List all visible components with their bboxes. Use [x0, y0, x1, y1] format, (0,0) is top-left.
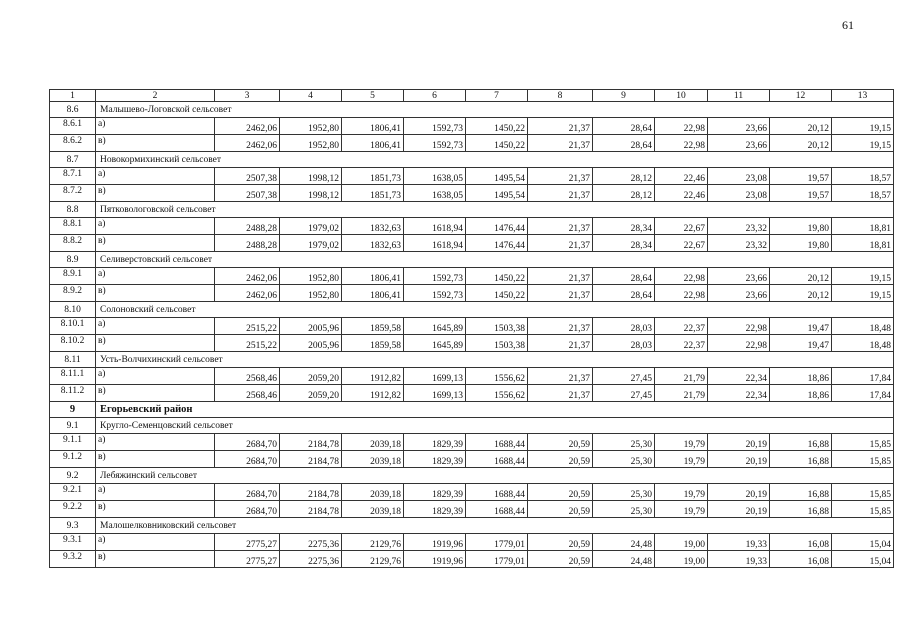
- section-code: 9.3: [50, 518, 96, 534]
- value-cell: 1645,89: [404, 335, 466, 352]
- value-cell: 18,81: [832, 218, 894, 235]
- value-cell: 1952,80: [280, 118, 342, 135]
- district-row: [50, 402, 894, 418]
- value-cell: 22,98: [655, 285, 708, 302]
- value-cell: 1806,41: [342, 135, 404, 152]
- table-row: [50, 434, 894, 451]
- row-label: а): [96, 534, 215, 551]
- section-row: [50, 202, 894, 218]
- value-cell: 1450,22: [466, 118, 528, 135]
- value-cell: 2684,70: [215, 434, 280, 451]
- value-cell: 20,12: [770, 268, 832, 285]
- value-cell: 28,64: [593, 118, 655, 135]
- value-cell: 1829,39: [404, 451, 466, 468]
- value-cell: 2039,18: [342, 484, 404, 501]
- value-cell: 23,66: [708, 285, 770, 302]
- value-cell: 2005,96: [280, 335, 342, 352]
- value-cell: 1859,58: [342, 318, 404, 335]
- value-cell: 2462,06: [215, 268, 280, 285]
- column-header: 6: [404, 90, 466, 102]
- column-header: 10: [655, 90, 708, 102]
- value-cell: 21,37: [528, 368, 593, 385]
- value-cell: 1851,73: [342, 185, 404, 202]
- value-cell: 2488,28: [215, 235, 280, 252]
- value-cell: 1912,82: [342, 368, 404, 385]
- value-cell: 1979,02: [280, 235, 342, 252]
- table-row: [50, 484, 894, 501]
- value-cell: 20,12: [770, 135, 832, 152]
- value-cell: 19,15: [832, 285, 894, 302]
- value-cell: 1912,82: [342, 385, 404, 402]
- value-cell: 22,37: [655, 318, 708, 335]
- value-cell: 19,33: [708, 551, 770, 568]
- page-number: 61: [842, 18, 854, 32]
- table-row: [50, 235, 894, 252]
- value-cell: 1699,13: [404, 368, 466, 385]
- column-header: 13: [832, 90, 894, 102]
- value-cell: 23,66: [708, 118, 770, 135]
- value-cell: 2059,20: [280, 385, 342, 402]
- section-row: [50, 302, 894, 318]
- value-cell: 21,37: [528, 118, 593, 135]
- value-cell: 20,59: [528, 451, 593, 468]
- value-cell: 21,37: [528, 235, 593, 252]
- section-name: Лебяжинский сельсовет: [96, 468, 894, 484]
- value-cell: 16,88: [770, 434, 832, 451]
- row-label: в): [96, 451, 215, 468]
- row-code: 8.8.1: [50, 218, 96, 235]
- row-label: а): [96, 434, 215, 451]
- value-cell: 1638,05: [404, 185, 466, 202]
- section-name: Малошелковниковский сельсовет: [96, 518, 894, 534]
- value-cell: 22,98: [708, 335, 770, 352]
- value-cell: 2184,78: [280, 434, 342, 451]
- value-cell: 2515,22: [215, 318, 280, 335]
- table-row: [50, 285, 894, 302]
- value-cell: 1592,73: [404, 135, 466, 152]
- value-cell: 2462,06: [215, 118, 280, 135]
- table-row: [50, 268, 894, 285]
- section-name: Пятковологовской сельсовет: [96, 202, 894, 218]
- value-cell: 2039,18: [342, 501, 404, 518]
- value-cell: 21,37: [528, 335, 593, 352]
- value-cell: 22,98: [655, 135, 708, 152]
- table-row: [50, 534, 894, 551]
- value-cell: 1832,63: [342, 218, 404, 235]
- section-row: [50, 518, 894, 534]
- section-code: 9.1: [50, 418, 96, 434]
- value-cell: 18,81: [832, 235, 894, 252]
- value-cell: 1919,96: [404, 534, 466, 551]
- value-cell: 28,03: [593, 318, 655, 335]
- value-cell: 22,67: [655, 218, 708, 235]
- section-name: Малышево-Логовской сельсовет: [96, 102, 894, 118]
- value-cell: 27,45: [593, 385, 655, 402]
- section-code: 9: [50, 402, 96, 418]
- section-row: [50, 252, 894, 268]
- value-cell: 1952,80: [280, 285, 342, 302]
- value-cell: 20,59: [528, 434, 593, 451]
- value-cell: 15,85: [832, 501, 894, 518]
- value-cell: 18,48: [832, 318, 894, 335]
- value-cell: 2275,36: [280, 534, 342, 551]
- value-cell: 19,80: [770, 218, 832, 235]
- value-cell: 1495,54: [466, 185, 528, 202]
- value-cell: 23,08: [708, 185, 770, 202]
- value-cell: 2488,28: [215, 218, 280, 235]
- value-cell: 1829,39: [404, 434, 466, 451]
- value-cell: 1952,80: [280, 135, 342, 152]
- value-cell: 17,84: [832, 368, 894, 385]
- value-cell: 2515,22: [215, 335, 280, 352]
- value-cell: 1618,94: [404, 218, 466, 235]
- value-cell: 2775,27: [215, 534, 280, 551]
- table-row: [50, 335, 894, 352]
- table-row: [50, 501, 894, 518]
- value-cell: 18,86: [770, 385, 832, 402]
- value-cell: 1556,62: [466, 368, 528, 385]
- section-name: Усть-Волчихинский сельсовет: [96, 352, 894, 368]
- value-cell: 20,12: [770, 118, 832, 135]
- value-cell: 28,34: [593, 235, 655, 252]
- row-label: а): [96, 218, 215, 235]
- value-cell: 22,34: [708, 385, 770, 402]
- value-cell: 19,15: [832, 118, 894, 135]
- value-cell: 1688,44: [466, 451, 528, 468]
- value-cell: 20,59: [528, 551, 593, 568]
- value-cell: 21,37: [528, 385, 593, 402]
- value-cell: 19,47: [770, 318, 832, 335]
- value-cell: 1806,41: [342, 285, 404, 302]
- value-cell: 22,67: [655, 235, 708, 252]
- row-code: 9.1.1: [50, 434, 96, 451]
- value-cell: 25,30: [593, 451, 655, 468]
- value-cell: 1829,39: [404, 484, 466, 501]
- tariff-table: [49, 89, 894, 568]
- table-row: [50, 368, 894, 385]
- table-row: [50, 118, 894, 135]
- value-cell: 16,08: [770, 551, 832, 568]
- value-cell: 2462,06: [215, 285, 280, 302]
- table-row: [50, 168, 894, 185]
- column-header: 4: [280, 90, 342, 102]
- table-row: [50, 185, 894, 202]
- value-cell: 1450,22: [466, 285, 528, 302]
- table-body: [50, 90, 894, 568]
- section-name: Кругло-Семенцовский сельсовет: [96, 418, 894, 434]
- value-cell: 1495,54: [466, 168, 528, 185]
- row-code: 9.3.1: [50, 534, 96, 551]
- section-row: [50, 418, 894, 434]
- value-cell: 21,37: [528, 218, 593, 235]
- value-cell: 2184,78: [280, 501, 342, 518]
- value-cell: 23,66: [708, 268, 770, 285]
- value-cell: 20,19: [708, 501, 770, 518]
- value-cell: 28,64: [593, 285, 655, 302]
- value-cell: 1688,44: [466, 434, 528, 451]
- section-code: 8.10: [50, 302, 96, 318]
- value-cell: 1638,05: [404, 168, 466, 185]
- value-cell: 15,85: [832, 484, 894, 501]
- row-label: в): [96, 501, 215, 518]
- value-cell: 19,79: [655, 434, 708, 451]
- value-cell: 21,37: [528, 168, 593, 185]
- row-code: 8.9.1: [50, 268, 96, 285]
- value-cell: 20,19: [708, 451, 770, 468]
- section-row: [50, 468, 894, 484]
- value-cell: 1503,38: [466, 335, 528, 352]
- value-cell: 2462,06: [215, 135, 280, 152]
- row-label: а): [96, 118, 215, 135]
- row-label: в): [96, 335, 215, 352]
- value-cell: 28,12: [593, 168, 655, 185]
- table-row: [50, 385, 894, 402]
- value-cell: 1779,01: [466, 551, 528, 568]
- value-cell: 20,12: [770, 285, 832, 302]
- value-cell: 20,19: [708, 484, 770, 501]
- row-label: а): [96, 484, 215, 501]
- value-cell: 28,64: [593, 135, 655, 152]
- value-cell: 20,19: [708, 434, 770, 451]
- row-code: 8.11.1: [50, 368, 96, 385]
- value-cell: 2568,46: [215, 368, 280, 385]
- row-label: а): [96, 368, 215, 385]
- value-cell: 25,30: [593, 434, 655, 451]
- value-cell: 1503,38: [466, 318, 528, 335]
- value-cell: 1859,58: [342, 335, 404, 352]
- value-cell: 19,15: [832, 268, 894, 285]
- value-cell: 25,30: [593, 484, 655, 501]
- section-name: Новокормихинский сельсовет: [96, 152, 894, 168]
- value-cell: 21,79: [655, 368, 708, 385]
- value-cell: 1952,80: [280, 268, 342, 285]
- table-row: [50, 318, 894, 335]
- value-cell: 19,47: [770, 335, 832, 352]
- value-cell: 18,48: [832, 335, 894, 352]
- section-code: 8.9: [50, 252, 96, 268]
- value-cell: 21,37: [528, 185, 593, 202]
- section-code: 8.11: [50, 352, 96, 368]
- column-header: 8: [528, 90, 593, 102]
- section-code: 8.7: [50, 152, 96, 168]
- value-cell: 20,59: [528, 501, 593, 518]
- column-header: 9: [593, 90, 655, 102]
- value-cell: 23,66: [708, 135, 770, 152]
- row-label: в): [96, 551, 215, 568]
- value-cell: 1450,22: [466, 268, 528, 285]
- district-name: Егорьевский район: [96, 402, 894, 418]
- column-header: 2: [96, 90, 215, 102]
- value-cell: 15,85: [832, 434, 894, 451]
- value-cell: 18,57: [832, 185, 894, 202]
- value-cell: 28,64: [593, 268, 655, 285]
- row-label: а): [96, 318, 215, 335]
- value-cell: 2059,20: [280, 368, 342, 385]
- row-code: 8.6.1: [50, 118, 96, 135]
- table-row: [50, 135, 894, 152]
- value-cell: 21,37: [528, 268, 593, 285]
- column-header: 3: [215, 90, 280, 102]
- value-cell: 15,04: [832, 551, 894, 568]
- value-cell: 2129,76: [342, 551, 404, 568]
- value-cell: 22,46: [655, 168, 708, 185]
- row-code: 9.1.2: [50, 451, 96, 468]
- value-cell: 19,79: [655, 484, 708, 501]
- value-cell: 1592,73: [404, 268, 466, 285]
- row-label: в): [96, 185, 215, 202]
- value-cell: 2039,18: [342, 451, 404, 468]
- row-code: 8.10.2: [50, 335, 96, 352]
- value-cell: 2275,36: [280, 551, 342, 568]
- value-cell: 1592,73: [404, 285, 466, 302]
- value-cell: 19,00: [655, 551, 708, 568]
- value-cell: 22,98: [655, 268, 708, 285]
- row-label: а): [96, 268, 215, 285]
- value-cell: 2568,46: [215, 385, 280, 402]
- section-code: 8.6: [50, 102, 96, 118]
- value-cell: 2507,38: [215, 168, 280, 185]
- section-name: Солоновский сельсовет: [96, 302, 894, 318]
- value-cell: 1592,73: [404, 118, 466, 135]
- value-cell: 1450,22: [466, 135, 528, 152]
- row-label: в): [96, 235, 215, 252]
- value-cell: 2005,96: [280, 318, 342, 335]
- value-cell: 1832,63: [342, 235, 404, 252]
- value-cell: 18,86: [770, 368, 832, 385]
- row-code: 8.7.1: [50, 168, 96, 185]
- value-cell: 2684,70: [215, 501, 280, 518]
- value-cell: 19,00: [655, 534, 708, 551]
- value-cell: 19,15: [832, 135, 894, 152]
- value-cell: 19,79: [655, 501, 708, 518]
- section-code: 8.8: [50, 202, 96, 218]
- value-cell: 22,46: [655, 185, 708, 202]
- value-cell: 2775,27: [215, 551, 280, 568]
- row-code: 8.9.2: [50, 285, 96, 302]
- table-row: [50, 451, 894, 468]
- value-cell: 20,59: [528, 534, 593, 551]
- value-cell: 16,88: [770, 484, 832, 501]
- row-code: 9.2.2: [50, 501, 96, 518]
- value-cell: 15,04: [832, 534, 894, 551]
- value-cell: 20,59: [528, 484, 593, 501]
- value-cell: 25,30: [593, 501, 655, 518]
- value-cell: 1806,41: [342, 118, 404, 135]
- value-cell: 19,79: [655, 451, 708, 468]
- value-cell: 1645,89: [404, 318, 466, 335]
- row-code: 9.2.1: [50, 484, 96, 501]
- value-cell: 2184,78: [280, 484, 342, 501]
- value-cell: 1919,96: [404, 551, 466, 568]
- value-cell: 28,03: [593, 335, 655, 352]
- value-cell: 24,48: [593, 534, 655, 551]
- value-cell: 19,33: [708, 534, 770, 551]
- value-cell: 1829,39: [404, 501, 466, 518]
- row-label: в): [96, 385, 215, 402]
- value-cell: 1476,44: [466, 218, 528, 235]
- row-label: в): [96, 135, 215, 152]
- value-cell: 21,79: [655, 385, 708, 402]
- value-cell: 15,85: [832, 451, 894, 468]
- row-label: а): [96, 168, 215, 185]
- value-cell: 16,08: [770, 534, 832, 551]
- column-header: 11: [708, 90, 770, 102]
- column-header: 12: [770, 90, 832, 102]
- row-code: 8.11.2: [50, 385, 96, 402]
- value-cell: 21,37: [528, 318, 593, 335]
- value-cell: 23,08: [708, 168, 770, 185]
- value-cell: 22,98: [655, 118, 708, 135]
- value-cell: 23,32: [708, 218, 770, 235]
- row-code: 8.8.2: [50, 235, 96, 252]
- row-code: 9.3.2: [50, 551, 96, 568]
- value-cell: 22,34: [708, 368, 770, 385]
- value-cell: 28,12: [593, 185, 655, 202]
- section-name: Селиверстовский сельсовет: [96, 252, 894, 268]
- row-code: 8.10.1: [50, 318, 96, 335]
- value-cell: 17,84: [832, 385, 894, 402]
- section-row: [50, 102, 894, 118]
- value-cell: 1979,02: [280, 218, 342, 235]
- value-cell: 23,32: [708, 235, 770, 252]
- value-cell: 21,37: [528, 285, 593, 302]
- value-cell: 19,57: [770, 185, 832, 202]
- value-cell: 2684,70: [215, 451, 280, 468]
- value-cell: 2684,70: [215, 484, 280, 501]
- value-cell: 2507,38: [215, 185, 280, 202]
- value-cell: 2129,76: [342, 534, 404, 551]
- value-cell: 1556,62: [466, 385, 528, 402]
- value-cell: 2184,78: [280, 451, 342, 468]
- row-label: в): [96, 285, 215, 302]
- value-cell: 22,37: [655, 335, 708, 352]
- value-cell: 1688,44: [466, 484, 528, 501]
- value-cell: 1618,94: [404, 235, 466, 252]
- value-cell: 18,57: [832, 168, 894, 185]
- value-cell: 1699,13: [404, 385, 466, 402]
- value-cell: 2039,18: [342, 434, 404, 451]
- value-cell: 28,34: [593, 218, 655, 235]
- section-row: [50, 152, 894, 168]
- value-cell: 1851,73: [342, 168, 404, 185]
- value-cell: 1779,01: [466, 534, 528, 551]
- value-cell: 22,98: [708, 318, 770, 335]
- column-header: 1: [50, 90, 96, 102]
- value-cell: 24,48: [593, 551, 655, 568]
- value-cell: 19,57: [770, 168, 832, 185]
- value-cell: 1476,44: [466, 235, 528, 252]
- table-row: [50, 218, 894, 235]
- header-row: [50, 90, 894, 102]
- value-cell: 21,37: [528, 135, 593, 152]
- value-cell: 1998,12: [280, 185, 342, 202]
- value-cell: 1998,12: [280, 168, 342, 185]
- table-row: [50, 551, 894, 568]
- value-cell: 27,45: [593, 368, 655, 385]
- value-cell: 19,80: [770, 235, 832, 252]
- section-code: 9.2: [50, 468, 96, 484]
- value-cell: 16,88: [770, 501, 832, 518]
- row-code: 8.6.2: [50, 135, 96, 152]
- column-header: 5: [342, 90, 404, 102]
- value-cell: 1688,44: [466, 501, 528, 518]
- section-row: [50, 352, 894, 368]
- column-header: 7: [466, 90, 528, 102]
- value-cell: 16,88: [770, 451, 832, 468]
- value-cell: 1806,41: [342, 268, 404, 285]
- row-code: 8.7.2: [50, 185, 96, 202]
